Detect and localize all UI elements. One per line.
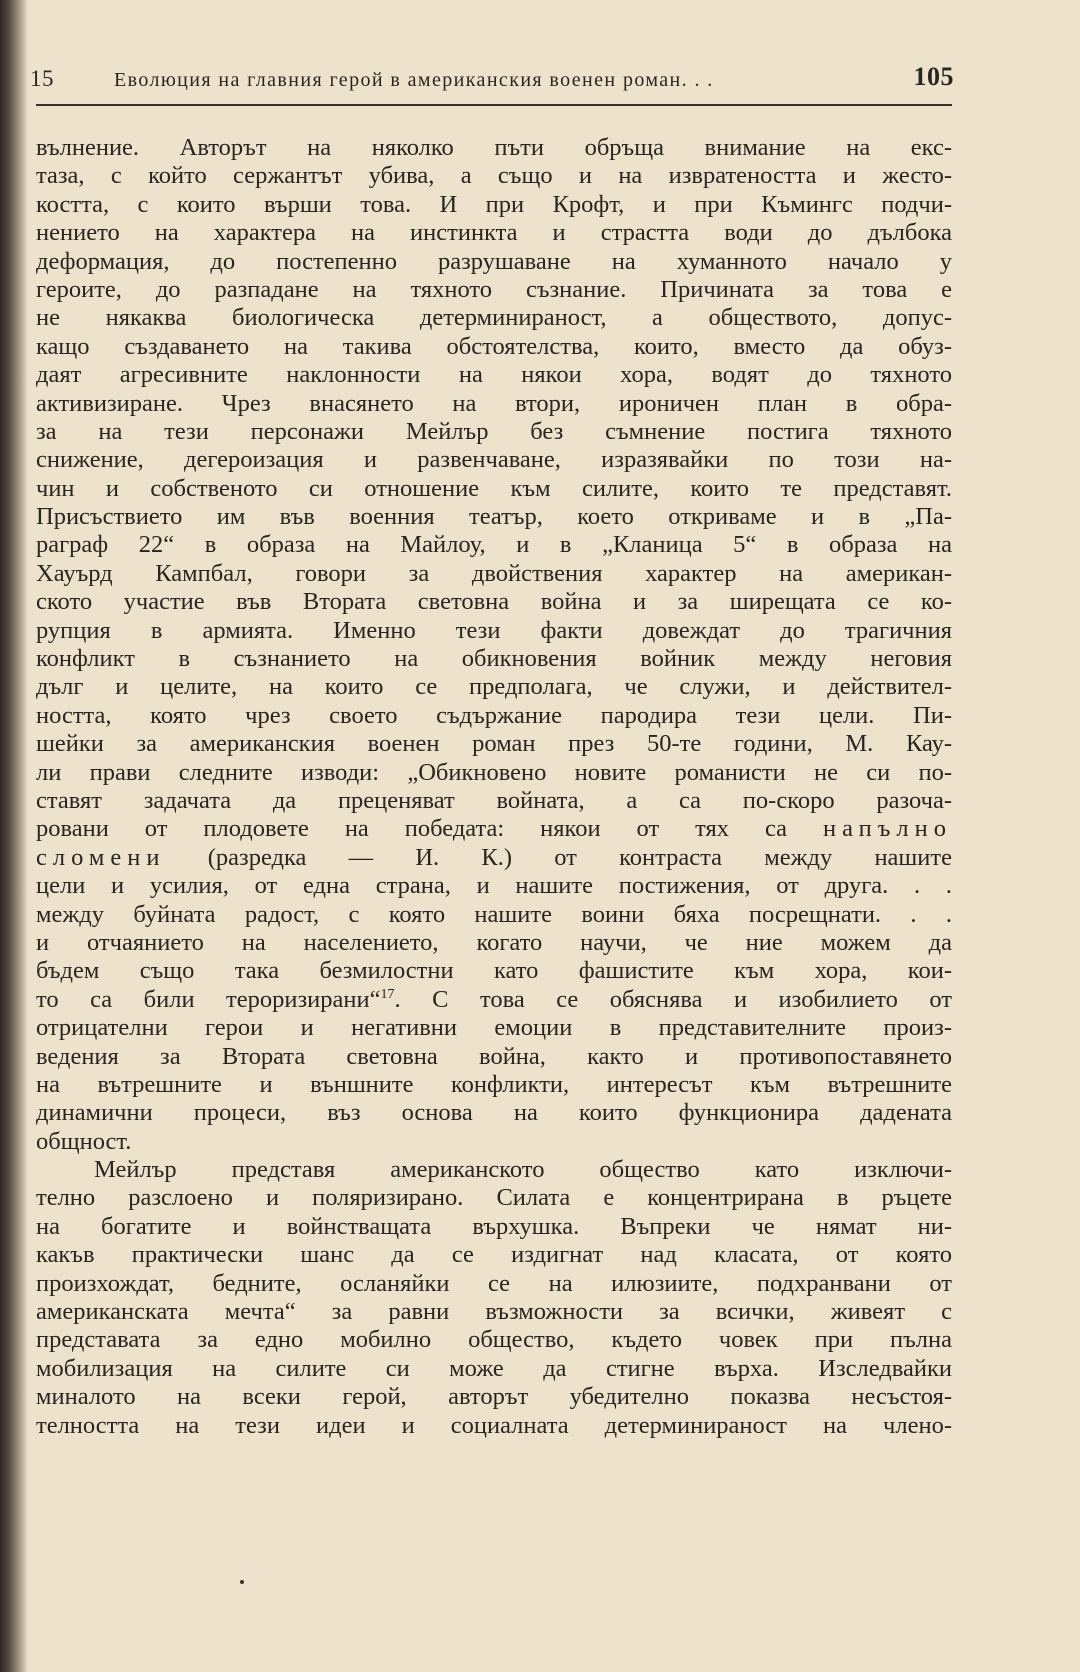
text-line: не някаква биологическа детерминираност, а обществото, допус- bbox=[36, 304, 952, 332]
text-line: Присъствието им във военния театър, което откриваме и в „Па- bbox=[36, 503, 952, 531]
text-line: дълг и целите, на които се предполага, че служи, и действител- bbox=[36, 673, 952, 701]
header-rule bbox=[36, 104, 952, 106]
text-line: героите, до разпадане на тяхното съзнание. Причината за това е bbox=[36, 275, 952, 303]
text-line: общност. bbox=[36, 1127, 132, 1155]
text-line: нението на характера на инстинкта и страстта води до дълбока bbox=[36, 219, 952, 247]
text-line: шейки за американския военен роман през 50-те години, М. Кау- bbox=[36, 730, 952, 758]
text-line: американската мечта“ за равни възможности за всички, живеят с bbox=[36, 1298, 952, 1326]
text-line: представата за едно мобилно общество, където човек при пълна bbox=[36, 1326, 952, 1354]
text-line: ли прави следните изводи: „Обикновено новите романисти не си по- bbox=[36, 758, 952, 786]
text-segment: ровани от плодовете на победата: някои от тях са bbox=[36, 815, 823, 843]
page-number: 105 bbox=[913, 62, 954, 91]
running-title: Еволюция на главния герой в американския военен роман. . . bbox=[114, 69, 714, 91]
text-segment: то са били тероризирани“ bbox=[36, 985, 381, 1013]
text-line: таза, с който сержантът убива, а също и на извратеността и жесто- bbox=[36, 162, 952, 190]
text-line: и отчаянието на населението, когато научи, че ние можем да bbox=[36, 928, 952, 956]
text-line-spaced bbox=[36, 815, 952, 843]
text-line: между буйната радост, с която нашите воини бяха посрещнати. . . bbox=[36, 900, 952, 928]
text-line: отрицателни герои и негативни емоции в представителните произ- bbox=[36, 1014, 952, 1042]
text-line: за на тези персонажи Мейлър без съмнение постига тяхното bbox=[36, 417, 952, 445]
text-line: динамични процеси, въз основа на които функционира дадената bbox=[36, 1099, 952, 1127]
text-line: костта, с които върши това. И при Крофт, и при Къмингс подчи- bbox=[36, 190, 952, 218]
text-segment: . С това се обяснява и изобилието от bbox=[394, 985, 952, 1013]
text-line: произхождат, бедните, осланяйки се на илюзиите, подхранвани от bbox=[36, 1269, 952, 1297]
text-line: на богатите и войнстващата върхушка. Въпреки че нямат ни- bbox=[36, 1212, 952, 1240]
text-line: чин и собственото си отношение към силите, които те представят. bbox=[36, 474, 952, 502]
text-line: какъв практически шанс да се издигнат над класата, от която bbox=[36, 1241, 952, 1269]
text-segment: (разредка — И. К.) от контраста между нашите bbox=[165, 843, 952, 871]
text-line: активизиране. Чрез внасянето на втори, ироничен план в обра- bbox=[36, 389, 952, 417]
text-line-footnote bbox=[36, 986, 952, 1014]
body-text bbox=[36, 134, 952, 1440]
text-line: снижение, дегероизация и развенчаване, изразявайки по този на- bbox=[36, 446, 952, 474]
text-line-spaced bbox=[36, 844, 952, 872]
text-line: даят агресивните наклонности на някои хора, водят до тяхното bbox=[36, 361, 952, 389]
footnote-marker: 17 bbox=[380, 986, 395, 1002]
text-line: кащо създаването на такива обстоятелства, които, вместо да обуз- bbox=[36, 332, 952, 360]
text-line: вълнение. Авторът на няколко пъти обръща внимание на екс- bbox=[36, 134, 952, 161]
running-header bbox=[30, 62, 954, 102]
text-line: ведения за Втората световна война, както и противопоставянето bbox=[36, 1042, 952, 1070]
text-line: конфликт в съзнанието на обикновения войник между неговия bbox=[36, 645, 952, 673]
text-line: цели и усилия, от една страна, и нашите постижения, от друга. . . bbox=[36, 872, 952, 900]
print-speck bbox=[240, 1580, 244, 1584]
text-line: телно разслоено и поляризирано. Силата е концентрирана в ръцете bbox=[36, 1184, 952, 1212]
book-binding-shadow bbox=[0, 0, 28, 1672]
text-line: рупция в армията. Именно тези факти довеждат до трагичния bbox=[36, 616, 952, 644]
text-line: бъдем също така безмилостни като фашистите към хора, кои- bbox=[36, 957, 952, 985]
text-line: раграф 22“ в образа на Майлоу, и в „Кланица 5“ в образа на bbox=[36, 531, 952, 559]
spaced-emphasis: напълно bbox=[822, 815, 952, 843]
text-line: телността на тези идеи и социалната детерминираност на члено- bbox=[36, 1411, 952, 1439]
chapter-number: 15 bbox=[30, 66, 54, 91]
text-line: ставят задачата да преценяват войната, а са по-скоро разоча- bbox=[36, 786, 952, 814]
text-line: миналото на всеки герой, авторът убедително показва несъстоя- bbox=[36, 1383, 952, 1411]
text-line: деформация, до постепенно разрушаване на хуманното начало у bbox=[36, 247, 952, 275]
text-line: Мейлър представя американското общество като изключи- bbox=[94, 1156, 952, 1184]
text-line: Хауърд Кампбал, говори за двойствения характер на американ- bbox=[36, 559, 952, 587]
text-line: ското участие във Втората световна война и за ширещата се ко- bbox=[36, 588, 952, 616]
spaced-emphasis: сломени bbox=[36, 843, 166, 871]
text-line: мобилизация на силите си може да стигне върха. Изследвайки bbox=[36, 1354, 952, 1382]
text-line: ността, която чрез своето съдържание пародира тези цели. Пи- bbox=[36, 701, 952, 729]
text-line: на вътрешните и външните конфликти, интересът към вътрешните bbox=[36, 1070, 952, 1098]
